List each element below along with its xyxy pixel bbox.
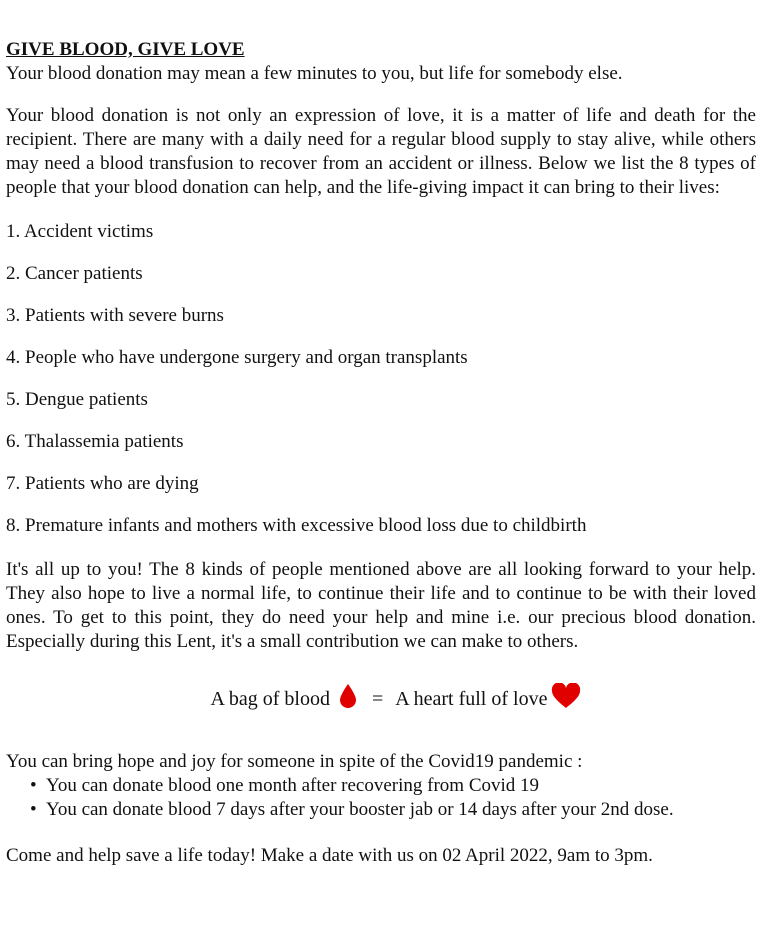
closing-paragraph: It's all up to you! The 8 kinds of people mentioned above are all looking forward to your help. They also hope to live a normal life, to continue their life and to continue to be with their loved ones. To get to this point, they do need your help and mine i.e. our precious blood donation. Especially during this Lent, it's a small contribution we can make to others. bbox=[6, 559, 756, 652]
heart-icon bbox=[551, 683, 581, 715]
list-item: 3. Patients with severe burns bbox=[6, 305, 224, 326]
document bbox=[6, 38, 756, 887]
list-item: 7. Patients who are dying bbox=[6, 473, 199, 494]
list-item bbox=[30, 774, 756, 798]
bullet-dot: • bbox=[30, 799, 37, 820]
subtitle: Your blood donation may mean a few minutes to you, but life for somebody else. bbox=[6, 63, 623, 84]
list-item: 2. Cancer patients bbox=[6, 263, 143, 284]
hope-intro: You can bring hope and joy for someone in spite of the Covid19 pandemic : bbox=[6, 751, 583, 772]
call-to-action: Come and help save a life today! Make a date with us on 02 April 2022, 9am to 3pm. bbox=[6, 845, 653, 866]
list-item: 4. People who have undergone surgery and organ transplants bbox=[6, 347, 468, 368]
page-title: GIVE BLOOD, GIVE LOVE bbox=[6, 39, 245, 60]
list-item: 5. Dengue patients bbox=[6, 389, 148, 410]
equals-sign: = bbox=[371, 688, 384, 710]
list-item: 8. Premature infants and mothers with excessive blood loss due to childbirth bbox=[6, 515, 587, 536]
bullet-text: You can donate blood one month after recovering from Covid 19 bbox=[46, 775, 540, 796]
equation-left: A bag of blood bbox=[210, 688, 330, 710]
list-item: 6. Thalassemia patients bbox=[6, 431, 184, 452]
intro-paragraph: Your blood donation is not only an expression of love, it is a matter of life and death for the recipient. There are many with a daily need for a regular blood supply to stay alive, while others may need a blood transfusion to recover from an accident or illness. Below we list the 8 types of people that your blood donation can help, and the life-giving impact it can bring to their lives: bbox=[6, 105, 756, 198]
list-item: 1. Accident victims bbox=[6, 221, 154, 242]
bullet-text: You can donate blood 7 days after your booster jab or 14 days after your 2nd dose. bbox=[46, 799, 674, 820]
blood-drop-icon bbox=[338, 683, 358, 715]
blood-love-equation bbox=[6, 684, 756, 714]
bullet-dot: • bbox=[30, 775, 37, 796]
list-item bbox=[30, 798, 756, 822]
covid-bullet-list bbox=[6, 774, 756, 822]
equation-right: A heart full of love bbox=[395, 688, 548, 710]
beneficiary-list bbox=[6, 220, 756, 538]
